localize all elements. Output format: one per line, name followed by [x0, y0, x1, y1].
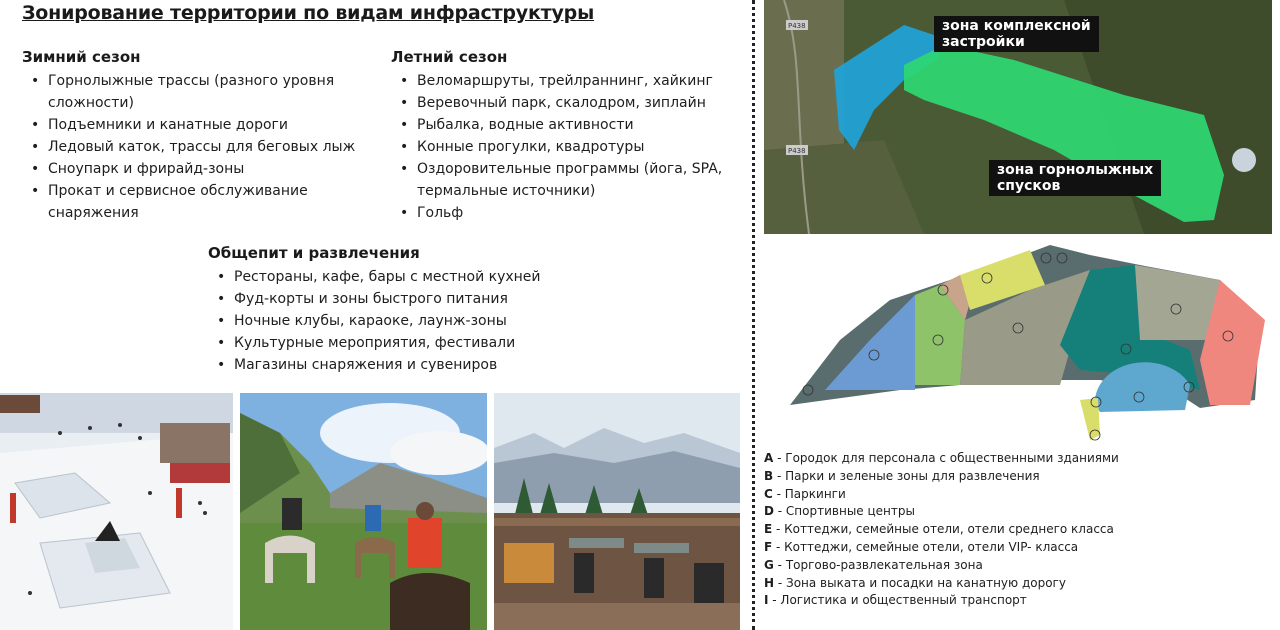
food-heading: Общепит и развлечения — [208, 244, 420, 262]
list-item: • Ледовый каток, трассы для беговых лыж — [22, 136, 367, 158]
legend-item: A - Городок для персонала с общественными зданиями — [764, 451, 1119, 465]
list-item: • Сноупарк и фрирайд-зоны — [22, 158, 367, 180]
winter-season-section — [22, 48, 367, 224]
horse-riding-photo — [240, 393, 487, 630]
zone-legend — [764, 450, 1119, 610]
food-entertainment-section — [208, 244, 568, 376]
ski-park-illustration — [0, 393, 233, 630]
legend-item: F - Коттеджи, семейные отели, отели VIP- класса — [764, 539, 1079, 554]
legend-item: H - Зона выката и посадки на канатную дорогу — [764, 575, 1066, 590]
satellite-map — [764, 0, 1272, 234]
page-title: Зонирование территории по видам инфраструктуры — [22, 2, 595, 24]
legend-item: I - Логистика и общественный транспорт — [764, 593, 1027, 608]
list-item: • Фуд-корты и зоны быстрого питания — [208, 288, 568, 310]
cafe-terrace-illustration — [494, 393, 740, 630]
summer-season-section — [391, 48, 736, 224]
list-item: • Конные прогулки, квадротуры — [391, 136, 736, 158]
dotted-divider — [752, 0, 755, 630]
legend-item: E - Коттеджи, семейные отели, отели среднего класса — [764, 522, 1114, 537]
list-item: • Веломаршруты, трейлраннинг, хайкинг — [391, 70, 736, 92]
complex-zone-label: зона комплексной застройки — [934, 16, 1099, 52]
summer-list — [391, 70, 736, 224]
list-item: • Веревочный парк, скалодром, зиплайн — [391, 92, 736, 114]
road-label: P438 — [788, 22, 806, 30]
summer-heading: Летний сезон — [391, 48, 508, 66]
legend-item: C - Паркинги — [764, 486, 846, 501]
winter-heading: Зимний сезон — [22, 48, 141, 66]
list-item: • Магазины снаряжения и сувениров — [208, 354, 568, 376]
cafe-terrace-photo — [494, 393, 740, 630]
road-label: P438 — [788, 147, 806, 155]
list-item: • Культурные мероприятия, фестивали — [208, 332, 568, 354]
horse-riding-illustration — [240, 393, 487, 630]
list-item: • Горнолыжные трассы (разного уровня сложности) — [22, 70, 367, 114]
list-item: • Гольф — [391, 202, 736, 224]
list-item: • Ночные клубы, караоке, лаунж-зоны — [208, 310, 568, 332]
zone-f — [1135, 265, 1220, 340]
zoning-plan — [780, 240, 1270, 450]
food-list — [208, 266, 568, 376]
list-item: • Рестораны, кафе, бары с местной кухней — [208, 266, 568, 288]
winter-list — [22, 70, 367, 224]
list-item: • Прокат и сервисное обслуживание снаряжения — [22, 180, 367, 224]
list-item: • Оздоровительные программы (йога, SPA, термальные источники) — [391, 158, 736, 202]
ski-zone-label: зона горнолыжных спусков — [989, 160, 1161, 196]
legend-item: B - Парки и зеленые зоны для развлечения — [764, 468, 1040, 483]
zoning-plan-diagram — [780, 240, 1270, 450]
legend-item: D - Спортивные центры — [764, 504, 915, 519]
ski-park-photo — [0, 393, 233, 630]
list-item: • Рыбалка, водные активности — [391, 114, 736, 136]
list-item: • Подъемники и канатные дороги — [22, 114, 367, 136]
legend-item: G - Торгово-развлекательная зона — [764, 557, 983, 572]
